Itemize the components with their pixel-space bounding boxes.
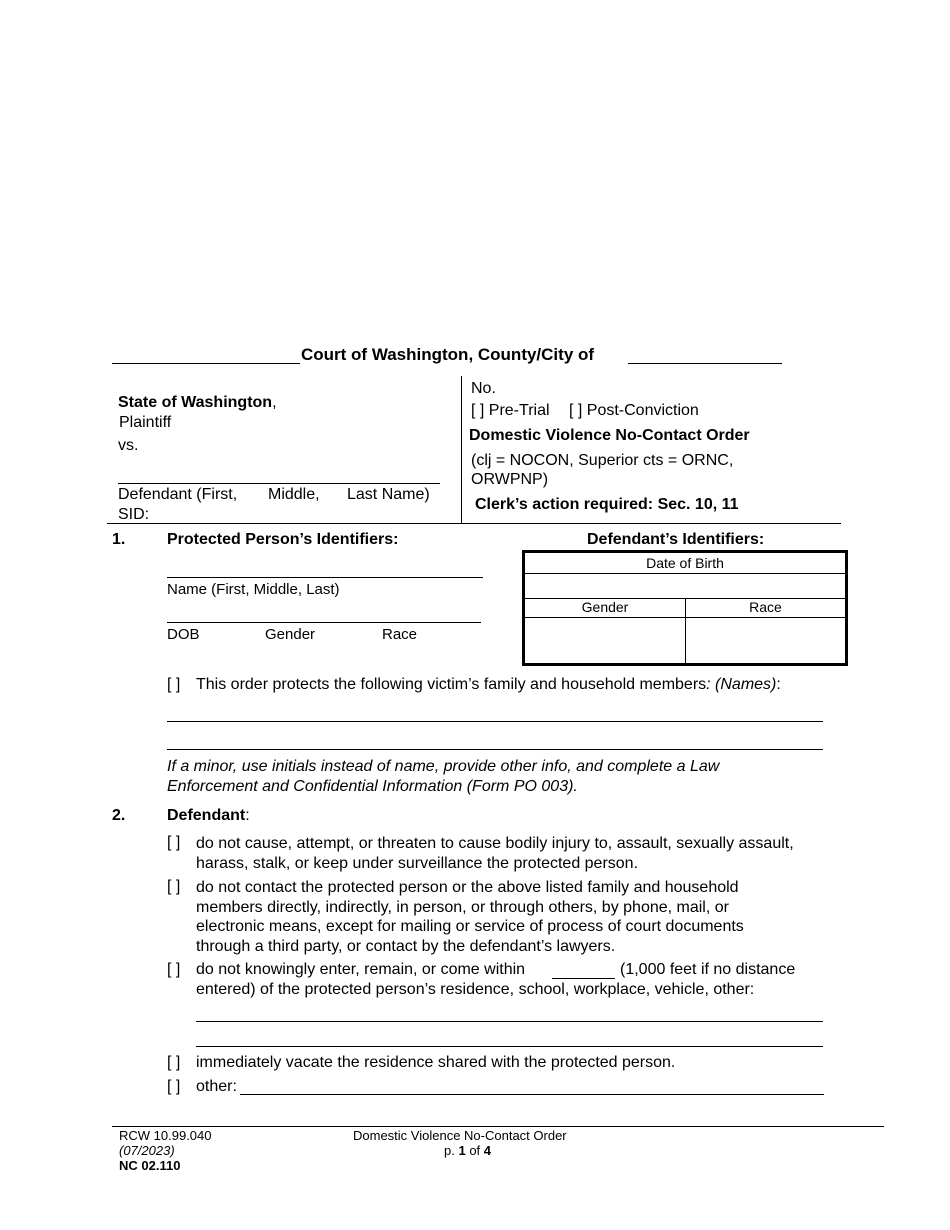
footer-page-of: of — [465, 1143, 484, 1158]
caption-divider — [461, 376, 462, 523]
location-line-2[interactable] — [196, 1046, 823, 1047]
footer-form-number: NC 02.110 — [119, 1158, 181, 1173]
defendant-identifiers-heading: Defendant’s Identifiers: — [587, 531, 765, 548]
protected-name-label: Name (First, Middle, Last) — [167, 581, 340, 598]
family-names-line-2[interactable] — [167, 749, 823, 750]
footer-page-num: 1 — [458, 1143, 466, 1158]
footer-title: Domestic Violence No-Contact Order — [353, 1128, 567, 1143]
versus: vs. — [118, 437, 139, 454]
section-1-number: 1. — [112, 531, 126, 548]
county-blank-right[interactable] — [628, 363, 782, 364]
defendant-last-label: Last Name) — [347, 486, 430, 503]
order-title: Domestic Violence No-Contact Order — [469, 427, 750, 444]
section-1-heading: Protected Person’s Identifiers: — [167, 531, 399, 548]
family-text: This order protects the following victim’s family and household members — [196, 676, 707, 693]
codes-line-1: (clj = NOCON, Superior cts = ORNC, — [471, 452, 734, 469]
location-line-1[interactable] — [196, 1021, 823, 1022]
family-names-hint: : (Names) — [706, 676, 777, 693]
restraint-text-2: do not contact the protected person or the above listed family and household members directly, indirectly, in person, or through others, by phone, mail, or electronic means, except for mailing or service of process of court documents through a third party, or contact by the defendant’s lawyers. — [196, 879, 744, 955]
plaintiff-comma: , — [272, 394, 277, 411]
court-title: Court of Washington, County/City of — [301, 345, 595, 364]
restraint-checkbox-2[interactable]: [ ] — [167, 878, 181, 895]
codes-line-2: ORWPNP) — [471, 471, 549, 488]
restraint-checkbox-1[interactable]: [ ] — [167, 834, 181, 851]
restraint-checkbox-3[interactable]: [ ] — [167, 961, 181, 978]
protected-dob-label: DOB — [167, 626, 200, 643]
case-number-label: No. — [471, 380, 496, 397]
restraint-text-4: immediately vacate the residence shared with the protected person. — [196, 1054, 676, 1071]
protected-dob-line[interactable] — [167, 622, 481, 623]
section-2-heading: Defendant — [167, 807, 246, 824]
minor-note-line-2: Enforcement and Confidential Information (Form PO 003). — [167, 778, 578, 795]
section-2-colon: : — [245, 807, 250, 824]
plaintiff-name: State of Washington — [118, 394, 273, 411]
family-names-line-1[interactable] — [167, 721, 823, 722]
box-dob-label: Date of Birth — [646, 555, 724, 571]
caption-bottom-rule — [107, 523, 841, 524]
footer-page — [444, 1143, 491, 1158]
family-text-line — [196, 676, 781, 694]
other-line[interactable] — [240, 1094, 824, 1095]
plaintiff-role: Plaintiff — [119, 414, 172, 431]
footer-page-prefix: p. — [444, 1143, 459, 1158]
box-rule-1 — [525, 573, 845, 574]
family-checkbox[interactable]: [ ] — [167, 676, 181, 693]
box-race-label: Race — [749, 599, 782, 615]
family-colon: : — [776, 676, 781, 693]
box-rule-3 — [525, 617, 845, 618]
distance-blank[interactable] — [552, 978, 615, 979]
footer-rcw: RCW 10.99.040 — [119, 1128, 212, 1143]
sid-label: SID: — [118, 506, 150, 523]
section-2-heading-line — [167, 807, 250, 825]
defendant-middle-label: Middle, — [268, 486, 320, 503]
footer-date: (07/2023) — [119, 1143, 175, 1158]
footer-page-total: 4 — [483, 1143, 492, 1158]
footer-rule — [112, 1126, 884, 1127]
protected-gender-label: Gender — [265, 626, 316, 643]
restraint-checkbox-5[interactable]: [ ] — [167, 1078, 181, 1095]
postconviction-option[interactable]: [ ] Post-Conviction — [569, 402, 699, 419]
protected-name-line[interactable] — [167, 577, 483, 578]
box-gender-label: Gender — [581, 599, 629, 615]
restraint-text-3c: entered) of the protected person’s residence, school, workplace, vehicle, other: — [196, 981, 755, 998]
pretrial-option[interactable]: [ ] Pre-Trial — [471, 402, 550, 419]
section-2-number: 2. — [112, 807, 126, 824]
defendant-first-label: Defendant (First, — [118, 486, 238, 503]
restraint-text-1: do not cause, attempt, or threaten to cause bodily injury to, assault, sexually assault, harass, stalk, or keep under surveillance the protected person. — [196, 835, 794, 872]
defendant-name-line[interactable] — [118, 483, 440, 484]
restraint-text-3a: do not knowingly enter, remain, or come within — [196, 961, 526, 978]
plaintiff-line — [118, 394, 277, 412]
protected-race-label: Race — [382, 626, 418, 643]
clerk-action: Clerk’s action required: Sec. 10, 11 — [475, 496, 739, 513]
restraint-checkbox-4[interactable]: [ ] — [167, 1054, 181, 1071]
minor-note-line-1: If a minor, use initials instead of name, provide other info, and complete a Law — [167, 758, 720, 775]
defendant-identifiers-box — [522, 550, 848, 666]
restraint-text-3b: (1,000 feet if no distance — [620, 961, 796, 978]
county-blank-left[interactable] — [112, 363, 300, 364]
restraint-text-5: other: — [196, 1078, 237, 1095]
